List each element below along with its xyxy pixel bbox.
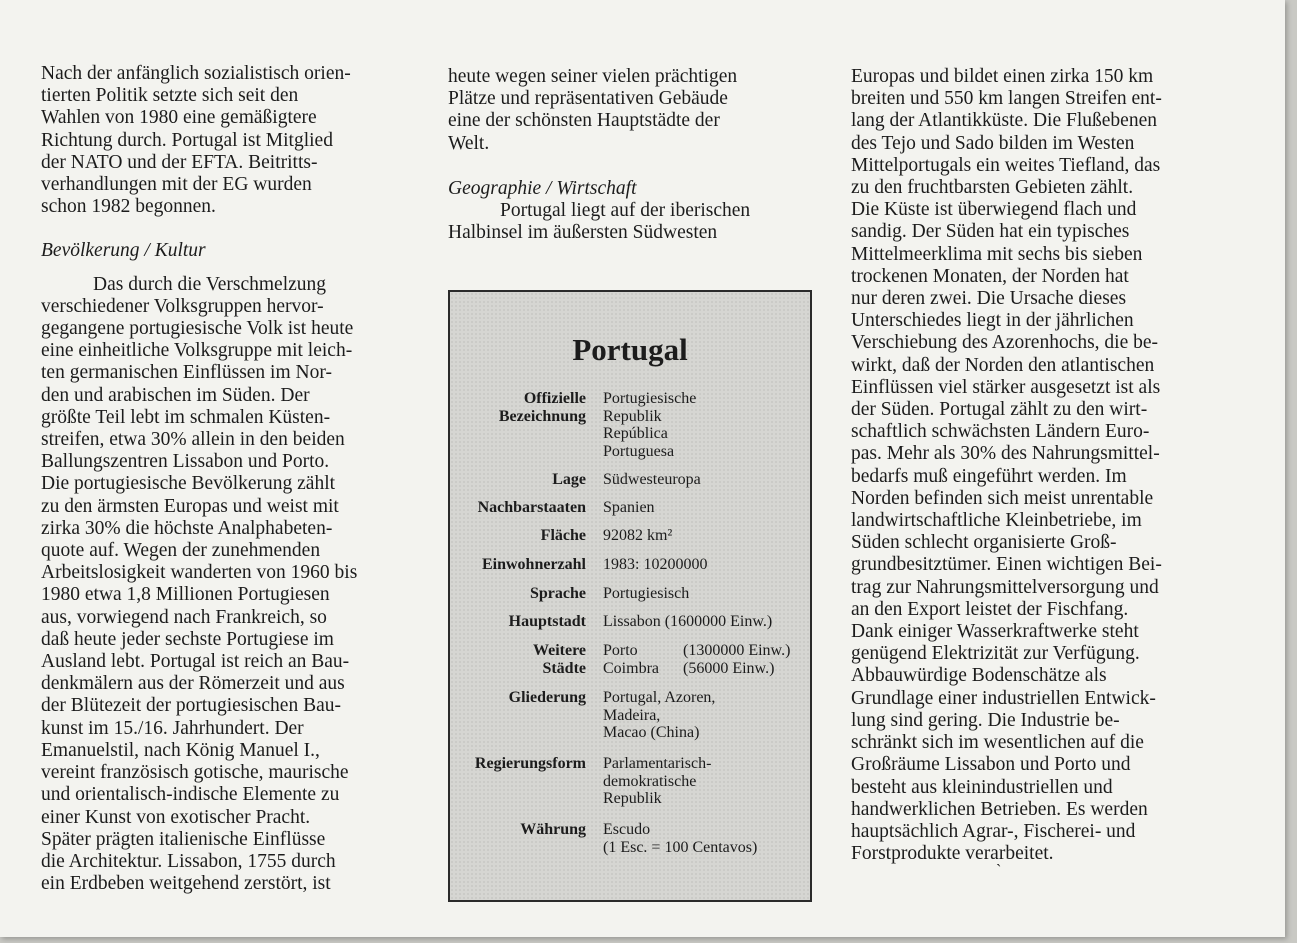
text-line: genügend Elektrizität zur Verfügung. xyxy=(851,643,1140,665)
text-line: des Tejo und Sado bilden im Westen xyxy=(851,132,1135,154)
text-line: Die portugiesische Bevölkerung zählt xyxy=(41,473,336,495)
fact-value-line: demokratische xyxy=(603,772,697,790)
fact-value-line: (1 Esc. = 100 Centavos) xyxy=(603,838,758,856)
portugal-fact-box xyxy=(448,290,812,902)
column-1 xyxy=(41,63,410,895)
fact-value-line: Madeira, xyxy=(603,706,661,724)
text-line: Richtung durch. Portugal ist Mitglied xyxy=(41,129,333,151)
fact-value xyxy=(603,642,808,677)
text-line: Arbeitslosigkeit wanderten von 1960 bis xyxy=(41,562,358,584)
text-line: Verschiebung des Azorenhochs, die be- xyxy=(851,332,1159,354)
fact-value-line: Parlamentarisch- xyxy=(603,755,712,772)
fact-value: 92082 km² xyxy=(603,527,673,544)
text-line: Abbauwürdige Bodenschätze als xyxy=(851,665,1107,687)
fact-label: Einwohnerzahl xyxy=(481,556,586,573)
fact-label-line: Weitere xyxy=(532,642,586,659)
fact-value xyxy=(603,821,808,856)
text-line: Welt. xyxy=(448,132,490,154)
text-line: quote auf. Wegen der zunehmenden xyxy=(41,540,321,562)
text-line: 1980 etwa 1,8 Millionen Portugiesen xyxy=(41,584,330,606)
text-line: Großräume Lissabon und Porto und xyxy=(851,754,1131,776)
fact-value-line: Portugiesische xyxy=(603,390,697,407)
text-line: der NATO und der EFTA. Beitritts- xyxy=(41,151,318,173)
fact-value: Spanien xyxy=(603,499,655,516)
city-population: (56000 Einw.) xyxy=(683,659,775,677)
fact-label: Fläche xyxy=(540,527,586,544)
fact-value: Portugiesisch xyxy=(603,585,690,602)
text-line: Nach der anfänglich sozialistisch orien- xyxy=(41,63,351,84)
text-line: landwirtschaftliche Kleinbetriebe, im xyxy=(851,510,1142,532)
city-entry xyxy=(603,660,808,678)
intro-paragraph xyxy=(41,63,410,218)
text-line: lung sind gering. Die Industrie be- xyxy=(851,709,1120,731)
fact-value: Südwesteuropa xyxy=(603,471,701,488)
text-line: wirkt, daß der Norden den atlantischen xyxy=(851,354,1155,376)
text-line: Später prägten italienische Einflüsse xyxy=(41,828,326,850)
text-line: breiten und 550 km langen Streifen ent- xyxy=(851,88,1162,110)
text-line: Unterschiedes liegt in der jährlichen xyxy=(851,310,1134,332)
fact-value xyxy=(603,390,808,460)
text-line: Portugal liegt auf der iberischen xyxy=(500,200,751,222)
fact-value-line: Republik xyxy=(603,790,662,807)
fact-label: Sprache xyxy=(530,585,586,602)
section-heading-geographie: Geographie / Wirtschaft xyxy=(448,177,637,199)
column-3 xyxy=(851,66,1225,865)
population-paragraph xyxy=(41,274,410,896)
text-line: größte Teil lebt im schmalen Küsten- xyxy=(41,406,331,428)
text-line: Grundlage einer industriellen Entwick- xyxy=(851,687,1156,709)
fact-value-line: República xyxy=(603,425,668,442)
fact-value xyxy=(603,755,808,808)
text-line: grundbesitztümer. Einen wichtigen Bei- xyxy=(851,554,1162,576)
text-line: vereint französisch gotische, maurische xyxy=(41,762,349,784)
fact-label: Nachbarstaaten xyxy=(477,499,586,516)
text-line: streifen, etwa 30% allein in den beiden xyxy=(41,429,345,451)
text-line: Einflüssen viel stärker ausgesetzt ist als xyxy=(851,376,1161,398)
fact-label: Lage xyxy=(552,471,586,488)
fact-value: Lissabon (1600000 Einw.) xyxy=(603,613,773,630)
text-line: ein Erdbeben weitgehend zerstört, ist xyxy=(41,873,331,895)
fact-label xyxy=(533,642,586,677)
fact-value: 1983: 10200000 xyxy=(603,556,708,573)
fact-value-line: Portuguesa xyxy=(603,442,675,460)
city-name: Porto xyxy=(603,642,638,659)
text-line: trockenen Monaten, der Norden hat xyxy=(851,265,1129,287)
text-line: denkmälern aus der Römerzeit und aus xyxy=(41,673,345,695)
text-line: gegangene portugiesische Volk ist heute xyxy=(41,318,354,340)
text-line: lang der Atlantikküste. Die Flußebenen xyxy=(851,110,1157,132)
text-line: zu den fruchtbarsten Gebieten zählt. xyxy=(851,177,1134,199)
continuation-paragraph xyxy=(448,66,812,155)
text-line: aus, vorwiegend nach Frankreich, so xyxy=(41,606,327,628)
text-line: hauptsächlich Agrar-, Fischerei- und xyxy=(851,820,1136,842)
text-line: Mittelportugals ein weites Tiefland, das xyxy=(851,154,1161,176)
text-line: eine der schönsten Hauptstädte der xyxy=(448,110,720,132)
text-line: Dank einiger Wasserkraftwerke steht xyxy=(851,621,1139,643)
text-line: Das durch die Verschmelzung xyxy=(93,273,327,295)
text-line: Wahlen von 1980 eine gemäßigtere xyxy=(41,107,317,129)
fact-value-line: Escudo xyxy=(603,821,651,838)
text-line: sandig. Der Süden hat ein typisches xyxy=(851,221,1130,243)
text-line: verhandlungen mit der EG wurden xyxy=(41,174,312,196)
text-line: Ausland lebt. Portugal ist reich an Bau- xyxy=(41,651,350,673)
text-line: Plätze und repräsentativen Gebäude xyxy=(448,88,728,110)
text-line: Halbinsel im äußersten Südwesten xyxy=(448,222,718,244)
end-mark: ` xyxy=(996,862,1002,879)
section-heading-bevoelkerung: Bevölkerung / Kultur xyxy=(41,240,206,262)
text-line: zu den ärmsten Europas und weist mit xyxy=(41,495,339,517)
text-line: die Architektur. Lissabon, 1755 durch xyxy=(41,850,336,872)
text-line: Emanuelstil, nach König Manuel I., xyxy=(41,739,320,761)
text-line: nur deren zwei. Die Ursache dieses xyxy=(851,288,1127,310)
text-line: schaftlich schwächsten Ländern Euro- xyxy=(851,421,1150,443)
text-line: Die Küste ist überwiegend flach und xyxy=(851,199,1137,221)
text-line: bedarfs muß eingeführt werden. Im xyxy=(851,465,1127,487)
text-line: Forstprodukte verarbeitet. xyxy=(851,843,1054,865)
text-line: heute wegen seiner vielen prächtigen xyxy=(448,66,738,87)
text-line: Ballungszentren Lissabon und Porto. xyxy=(41,451,330,473)
geography-paragraph xyxy=(448,200,812,244)
fact-label-line: Bezeichnung xyxy=(498,407,586,425)
fact-label: Regierungsform xyxy=(474,755,586,772)
text-line: besteht aus kleinindustriellen und xyxy=(851,776,1113,798)
fact-value-line: Macao (China) xyxy=(603,724,700,741)
text-line: eine einheitliche Volksgruppe mit leich- xyxy=(41,340,353,362)
fact-label-line: Städte xyxy=(542,659,586,677)
city-entry xyxy=(603,642,808,660)
text-line: an den Export leistet der Fischfang. xyxy=(851,598,1129,620)
city-population: (1300000 Einw.) xyxy=(683,642,791,659)
column-2 xyxy=(448,66,812,244)
text-line: einer Kunst von exotischer Pracht. xyxy=(41,806,311,828)
text-line: daß heute jeder sechste Portugiese im xyxy=(41,628,334,650)
fact-value xyxy=(603,689,808,742)
text-line: ten germanischen Einflüssen im Nor- xyxy=(41,362,332,384)
text-line: Europas und bildet einen zirka 150 km xyxy=(851,66,1154,87)
text-line: handwerklichen Betrieben. Es werden xyxy=(851,798,1148,820)
text-line: verschiedener Volksgruppen hervor- xyxy=(41,295,324,317)
text-line: zirka 30% die höchste Analphabeten- xyxy=(41,517,333,539)
text-line: Mittelmeerklima mit sechs bis sieben xyxy=(851,243,1143,265)
text-line: tierten Politik setzte sich seit den xyxy=(41,85,299,107)
fact-label xyxy=(499,390,586,425)
text-line: pas. Mehr als 30% des Nahrungsmittel- xyxy=(851,443,1160,465)
text-line: Norden befinden sich meist unrentable xyxy=(851,487,1154,509)
text-line: trag zur Nahrungsmittelversorgung und xyxy=(851,576,1159,598)
text-line: den und arabischen im Süden. Der xyxy=(41,384,310,406)
fact-value-line: Portugal, Azoren, xyxy=(603,689,716,706)
text-line: Süden schlecht organisierte Groß- xyxy=(851,532,1117,554)
fact-label: Hauptstadt xyxy=(508,613,586,630)
fact-label: Gliederung xyxy=(508,689,586,706)
text-line: der Süden. Portugal zählt zu den wirt- xyxy=(851,399,1148,421)
city-name: Coimbra xyxy=(603,659,659,677)
text-line: und orientalisch-indische Elemente zu xyxy=(41,784,340,806)
text-line: kunst im 15./16. Jahrhundert. Der xyxy=(41,717,304,739)
text-line: der Blütezeit der portugiesischen Bau- xyxy=(41,695,341,717)
fact-label: Währung xyxy=(520,821,586,838)
text-line: schon 1982 begonnen. xyxy=(41,196,216,218)
fact-value-line: Republik xyxy=(603,407,662,425)
factbox-title: Portugal xyxy=(572,332,688,367)
text-line: schränkt sich im wesentlichen auf die xyxy=(851,732,1144,754)
fact-label-line: Offizielle xyxy=(523,390,586,407)
